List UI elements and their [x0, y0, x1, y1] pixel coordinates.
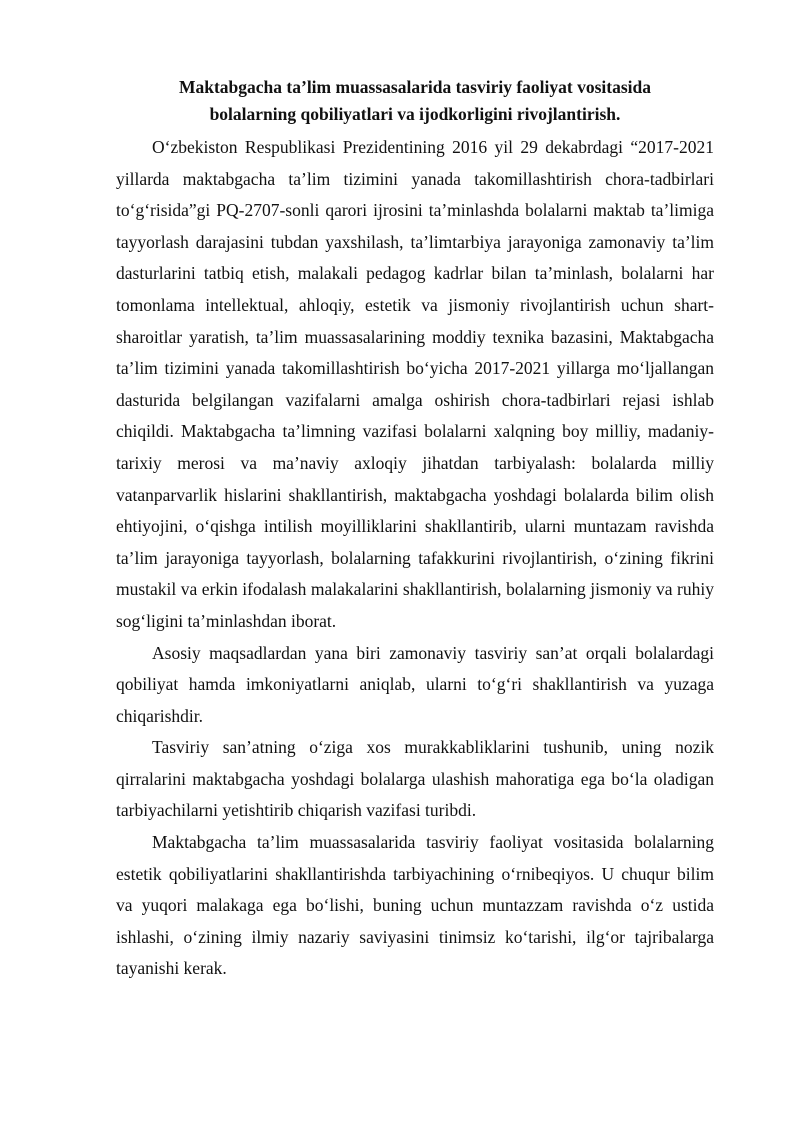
- title-line-2: bolalarning qobiliyatlari va ijodkorligini rivojlantirish.: [209, 104, 621, 124]
- paragraph-1: O‘zbekiston Respublikasi Prezidentining 2016 yil 29 dekabrdagi “2017-2021 yillarda maktabgacha ta’lim tizimini yanada takomillashtirish chora-tadbirlari to‘g‘risida”gi PQ-2707-sonli qarori ijrosini ta’minlashda bolalarni maktab ta’limiga tayyorlash darajasini tubdan yaxshilash, ta’limtarbiya jarayoniga zamonaviy ta’lim dasturlarini tatbiq etish, malakali pedagog kadrlar bilan ta’minlash, bolalarni har tomonlama intellektual, ahloqiy, estetik va jismoniy rivojlantirish uchun shart-sharoitlar yaratish, ta’lim muassasalarining moddiy texnika bazasini, Maktabgacha ta’lim tizimini yanada takomillashtirish bo‘yicha 2017-2021 yillarga mo‘ljallangan dasturida belgilangan vazifalarni amalga oshirish chora-tadbirlari rejasi ishlab chiqildi. Maktabgacha ta’limning vazifasi bolalarni xalqning boy milliy, madaniy-tarixiy merosi va ma’naviy axloqiy jihatdan tarbiyalash: bolalarda milliy vatanparvarlik hislarini shakllantirish, maktabgacha yoshdagi bolalarda bilim olish ehtiyojini, o‘qishga intilish moyilliklarini shakllantirib, ularni muntazam ravishda ta’lim jarayoniga tayyorlash, bolalarning tafakkurini rivojlantirish, o‘zining fikrini mustakil va erkin ifodalash malakalarini shakllantirish, bolalarning jismoniy va ruhiy sog‘ligini ta’minlashdan iborat.: [116, 137, 714, 631]
- document-page: [116, 74, 714, 985]
- title-line-1: Maktabgacha ta’lim muassasalarida tasviriy faoliyat vositasida: [178, 77, 652, 97]
- paragraph-2: Asosiy maqsadlardan yana biri zamonaviy tasviriy san’at orqali bolalardagi qobiliyat hamda imkoniyatlarni aniqlab, ularni to‘g‘ri shakllantirish va yuzaga chiqarishdir.: [116, 642, 714, 726]
- document-title: [116, 74, 714, 128]
- paragraph-3: Tasviriy san’atning o‘ziga xos murakkabliklarini tushunib, uning nozik qirralarini maktabgacha yoshdagi bolalarga ulashish mahoratiga ega bo‘la oladigan tarbiyachilarni yetishtirib chiqarish vazifasi turibdi.: [116, 737, 714, 821]
- paragraph-4: Maktabgacha ta’lim muassasalarida tasviriy faoliyat vositasida bolalarning estetik qobiliyatlarini shakllantirishda tarbiyachining o‘rnibeqiyos. U chuqur bilim va yuqori malakaga ega bo‘lishi, buning uchun muntazzam ravishda o‘z ustida ishlashi, o‘zining ilmiy nazariy saviyasini tinimsiz ko‘tarishi, ilg‘or tajribalarga tayanishi kerak.: [116, 832, 714, 979]
